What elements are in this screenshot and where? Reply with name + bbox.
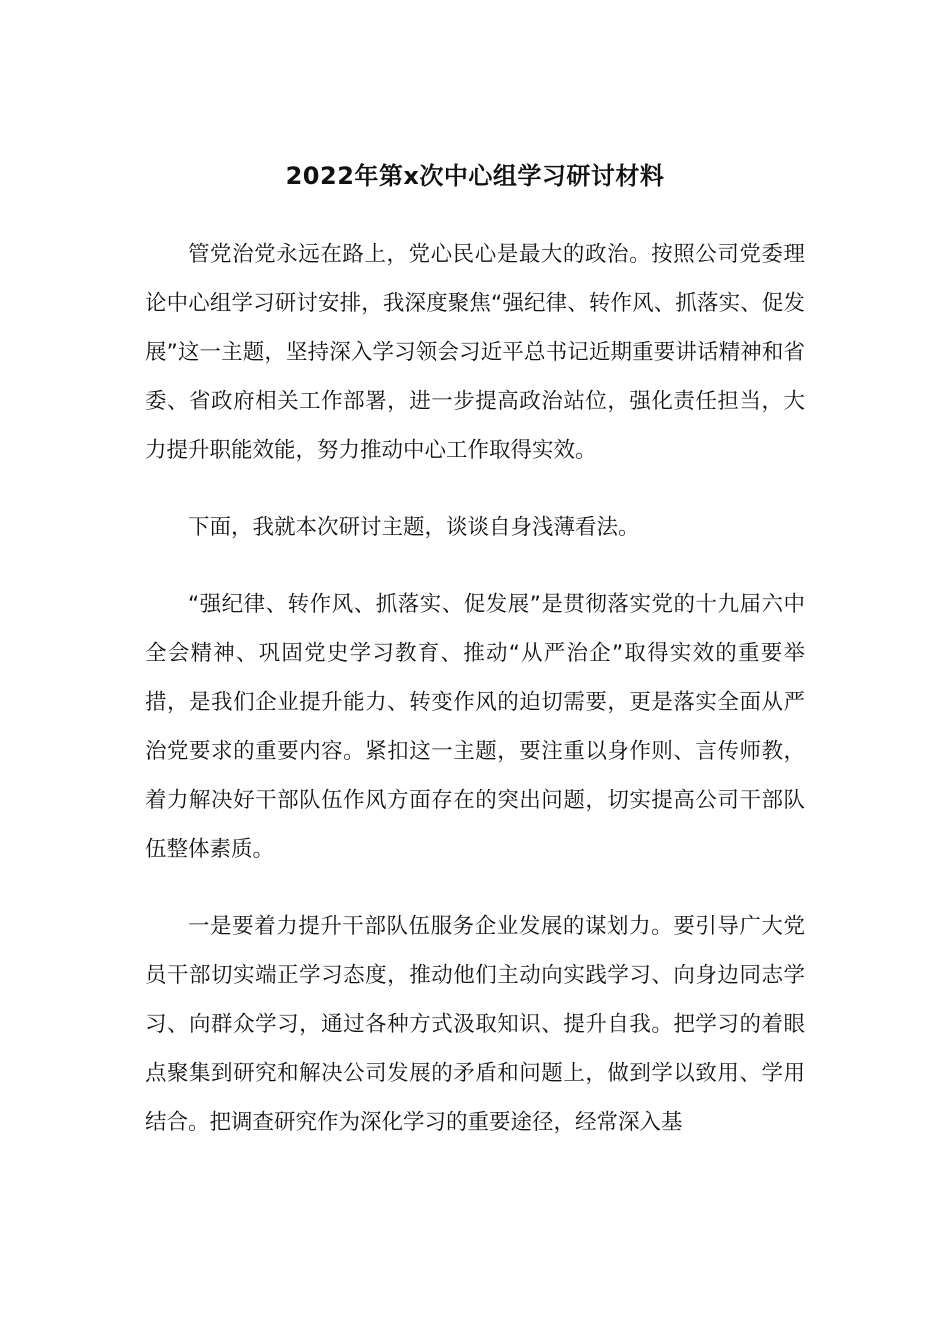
paragraph-intro: 管党治党永远在路上，党心民心是最大的政治。按照公司党委理论中心组学习研讨安排，我深度聚焦“强纪律、转作风、抓落实、促发展”这一主题，坚持深入学习领会习近平总书记近期重要讲话精神和省委、省政府相关工作部署，进一步提高政治站位，强化责任担当，大力提升职能效能，努力推动中心工作取得实效。 bbox=[145, 242, 805, 463]
paragraph-transition: 下面，我就本次研讨主题，谈谈自身浅薄看法。 bbox=[188, 515, 640, 540]
paragraph-point-one: 一是要着力提升干部队伍服务企业发展的谋划力。要引导广大党员干部切实端正学习态度，推动他们主动向实践学习、向身边同志学习、向群众学习，通过各种方式汲取知识、提升自我。把学习的着眼点聚集到研究和解决公司发展的矛盾和问题上，做到学以致用、学用结合。把调查研究作为深化学习的重要途径，经常深入基 bbox=[145, 914, 805, 1135]
paragraph-theme: “强纪律、转作风、抓落实、促发展”是贯彻落实党的十九届六中全会精神、巩固党史学习教育、推动“从严治企”取得实效的重要举措，是我们企业提升能力、转变作风的迫切需要，更是落实全面从严治党要求的重要内容。紧扣这一主题，要注重以身作则、言传师教，着力解决好干部队伍作风方面存在的突出问题，切实提高公司干部队伍整体素质。 bbox=[145, 592, 805, 862]
document-title: 2022年第x次中心组学习研讨材料 bbox=[285, 162, 665, 190]
document-body bbox=[145, 230, 805, 1175]
